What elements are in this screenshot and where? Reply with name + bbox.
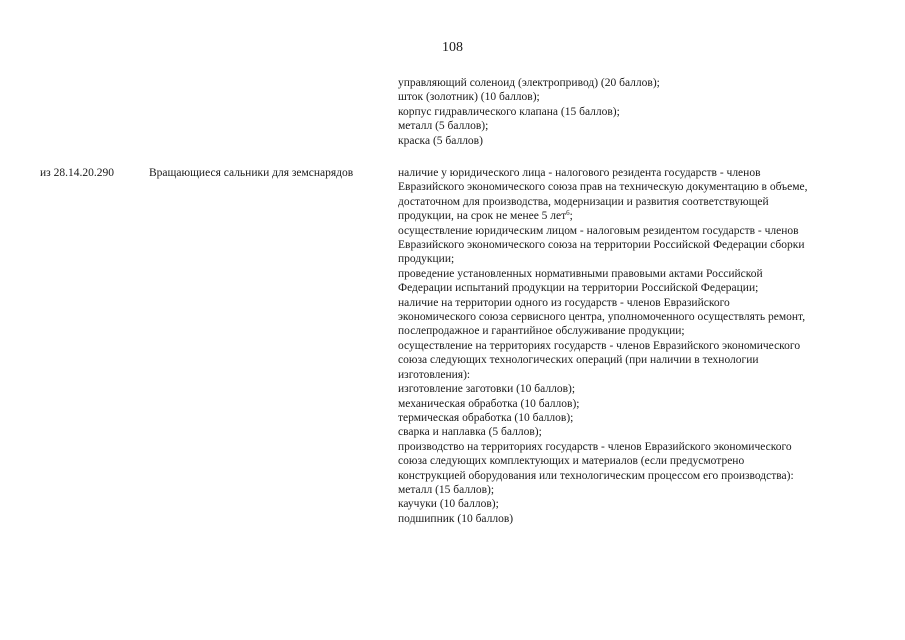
requirement-line: послепродажное и гарантийное обслуживание продукции; — [398, 325, 685, 338]
page-number: 108 — [442, 40, 463, 55]
continuation-line: металл (5 баллов); — [398, 120, 489, 133]
requirement-line: подшипник (10 баллов) — [398, 512, 514, 525]
requirement-line: достаточном для производства, модернизации и развития соответствующей — [398, 195, 769, 208]
requirement-tail: ; — [569, 210, 573, 223]
continuation-line: управляющий соленоид (электропривод) (20 баллов); — [398, 77, 660, 89]
requirement-line: каучуки (10 баллов); — [398, 498, 499, 511]
requirement-line-with-footnote — [398, 209, 878, 223]
requirement-line: механическая обработка (10 баллов); — [398, 397, 580, 410]
product-name-cell — [149, 166, 389, 180]
requirement-line: продукции; — [398, 253, 455, 266]
continuation-line: шток (золотник) (10 баллов); — [398, 91, 540, 104]
product-code-cell — [40, 166, 140, 180]
requirement-line: изготовления): — [398, 368, 471, 381]
product-name: Вращающиеся сальники для земснарядов — [149, 167, 354, 179]
requirement-line: экономического союза сервисного центра, уполномоченного осуществлять ремонт, — [398, 311, 806, 324]
requirement-line: металл (15 баллов); — [398, 483, 495, 496]
requirement-line: термическая обработка (10 баллов); — [398, 411, 574, 424]
requirement-line: наличие у юридического лица - налогового резидента государств - членов — [398, 167, 761, 179]
footnote-ref: 6 — [566, 209, 570, 218]
continuation-line: краска (5 баллов) — [398, 134, 483, 147]
requirement-line: сварка и наплавка (5 баллов); — [398, 426, 542, 439]
requirement-line: союза следующих технологических операций (при наличии в технологии — [398, 354, 759, 367]
requirement-line: наличие на территории одного из государств - членов Евразийского — [398, 296, 730, 309]
product-code: из 28.14.20.290 — [40, 167, 114, 179]
requirement-line: осуществление на территориях государств - членов Евразийского экономического — [398, 339, 801, 352]
requirements-cell — [398, 166, 878, 526]
requirement-line: союза следующих комплектующих и материалов (если предусмотрено — [398, 455, 745, 468]
requirement-line: Федерации испытаний продукции на территории Российской Федерации; — [398, 282, 759, 295]
requirement-line: осуществление юридическим лицом - налоговым резидентом государств - членов — [398, 224, 799, 237]
requirement-text: продукции, на срок не менее 5 лет — [398, 210, 567, 223]
requirement-line: Евразийского экономического союза прав на техническую документацию в объеме, — [398, 181, 808, 194]
continuation-list — [398, 76, 878, 148]
continuation-line: корпус гидравлического клапана (15 баллов); — [398, 105, 620, 118]
requirement-line: Евразийского экономического союза на территории Российской Федерации сборки — [398, 239, 805, 252]
requirement-line: производство на территориях государств - членов Евразийского экономического — [398, 440, 792, 453]
requirement-line: проведение установленных нормативными правовыми актами Российской — [398, 267, 763, 280]
requirement-line: конструкцией оборудования или технологическим процессом его производства): — [398, 469, 794, 482]
requirement-line: изготовление заготовки (10 баллов); — [398, 383, 576, 396]
